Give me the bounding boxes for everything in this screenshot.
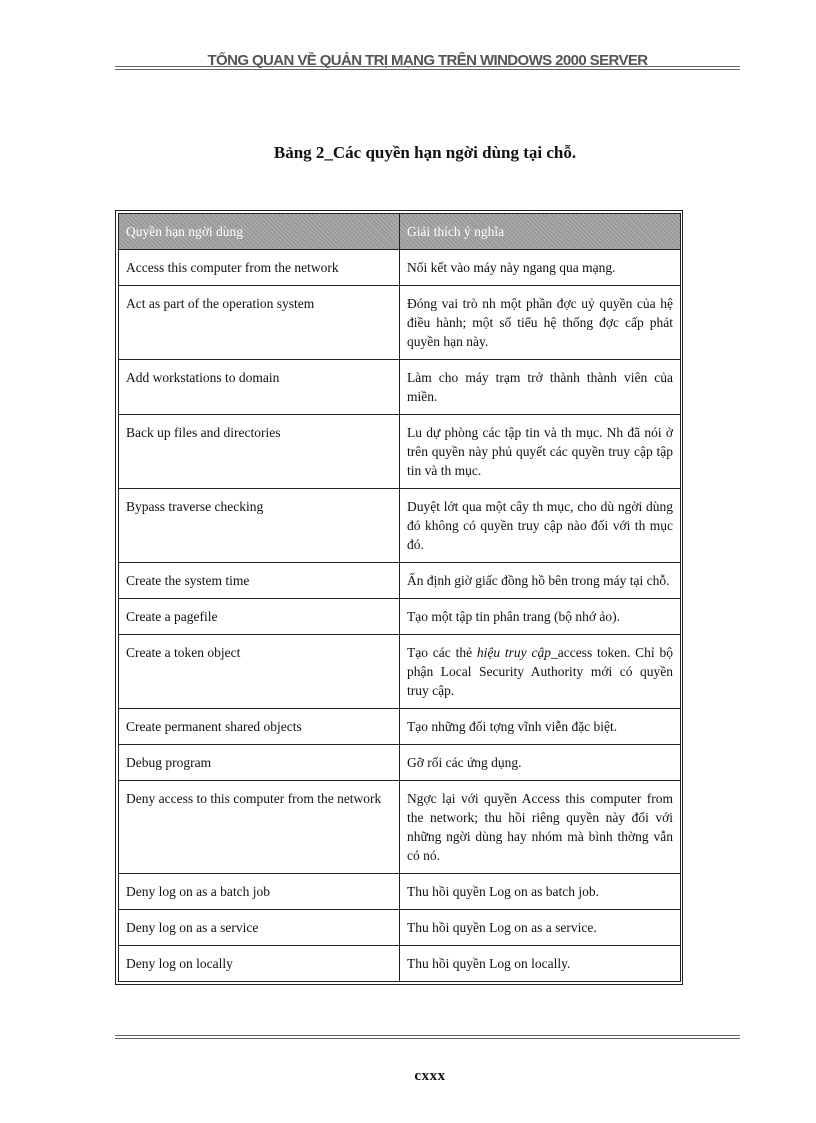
table-row [119,489,681,563]
right-name-cell: Deny log on as a service [119,910,400,946]
table-row [119,599,681,635]
table-row [119,360,681,415]
right-name-cell: Create a token object [119,635,400,709]
table-row [119,250,681,286]
right-meaning-cell: Thu hồi quyền Log on as batch job. [400,874,681,910]
table-row [119,910,681,946]
right-meaning-cell: Duyệt lớt qua một cây th mục, cho dù ngời dùng đó không có quyền truy cập nào đối với th mục đó. [400,489,681,563]
right-meaning-cell: Thu hồi quyền Log on locally. [400,946,681,982]
right-meaning-cell: Làm cho máy trạm trở thành thành viên của miền. [400,360,681,415]
header-rule-upper [115,66,740,67]
right-name-cell: Create a pagefile [119,599,400,635]
table-row [119,874,681,910]
table-row [119,415,681,489]
right-name-cell: Debug program [119,745,400,781]
column-header-meaning: Giải thích ý nghĩa [400,214,681,250]
right-name-cell: Create permanent shared objects [119,709,400,745]
column-header-right: Quyền hạn ngời dùng [119,214,400,250]
meaning-text-before: Tạo các thẻ [407,645,477,660]
right-name-cell: Bypass traverse checking [119,489,400,563]
right-name-cell: Create the system time [119,563,400,599]
right-meaning-cell [400,635,681,709]
right-meaning-cell: Tạo một tập tin phân trang (bộ nhớ ảo). [400,599,681,635]
right-name-cell: Add workstations to domain [119,360,400,415]
right-meaning-cell: Nối kết vào máy này ngang qua mạng. [400,250,681,286]
right-meaning-cell: Lu dự phòng các tập tin và th mục. Nh đã nói ở trên quyền này phủ quyết các quyền truy cập tập tin và th mục. [400,415,681,489]
table-row [119,745,681,781]
right-meaning-cell: Thu hồi quyền Log on as a service. [400,910,681,946]
table-header-row [119,214,681,250]
right-name-cell: Deny log on locally [119,946,400,982]
running-header-title: TỔNG QUAN VỀ QUẢN TRỊ MẠNG TRÊN WINDOWS 2000 SERVER [207,52,648,69]
right-meaning-cell: Đóng vai trò nh một phần đợc uỷ quyền của hệ điều hành; một số tiểu hệ thống đợc cấp phát quyền hạn này. [400,286,681,360]
user-rights-table [118,213,681,982]
rights-table-frame [115,210,683,985]
table-row [119,286,681,360]
table-row [119,946,681,982]
right-meaning-cell: Ngợc lại với quyền Access this computer from the network; thu hồi riêng quyền này đối với những ngời dùng hay nhóm mà bình thờng vẫn có nó. [400,781,681,874]
meaning-text-italic: hiệu truy cập [476,645,551,660]
right-name-cell: Deny log on as a batch job [119,874,400,910]
right-name-cell: Act as part of the operation system [119,286,400,360]
table-row [119,709,681,745]
table-row [119,635,681,709]
header-rule-lower [115,69,740,70]
right-meaning-cell: Gỡ rối các ứng dụng. [400,745,681,781]
right-name-cell: Access this computer from the network [119,250,400,286]
table-row [119,563,681,599]
page-number: cxxx [414,1068,446,1084]
table-caption: Bảng 2_Các quyền hạn ngời dùng tại chỗ. [273,143,577,162]
meaning-text-after: _access token. Chỉ bộ phận Local Security Authority mới có quyền truy cập. [407,645,673,698]
table-row [119,781,681,874]
right-meaning-cell: Ấn định giờ giấc đồng hồ bên trong máy tại chỗ. [400,563,681,599]
footer-rule-lower [115,1038,740,1039]
right-name-cell: Back up files and directories [119,415,400,489]
footer-rule-upper [115,1035,740,1036]
right-meaning-cell: Tạo những đối tợng vĩnh viễn đặc biệt. [400,709,681,745]
right-name-cell: Deny access to this computer from the network [119,781,400,874]
